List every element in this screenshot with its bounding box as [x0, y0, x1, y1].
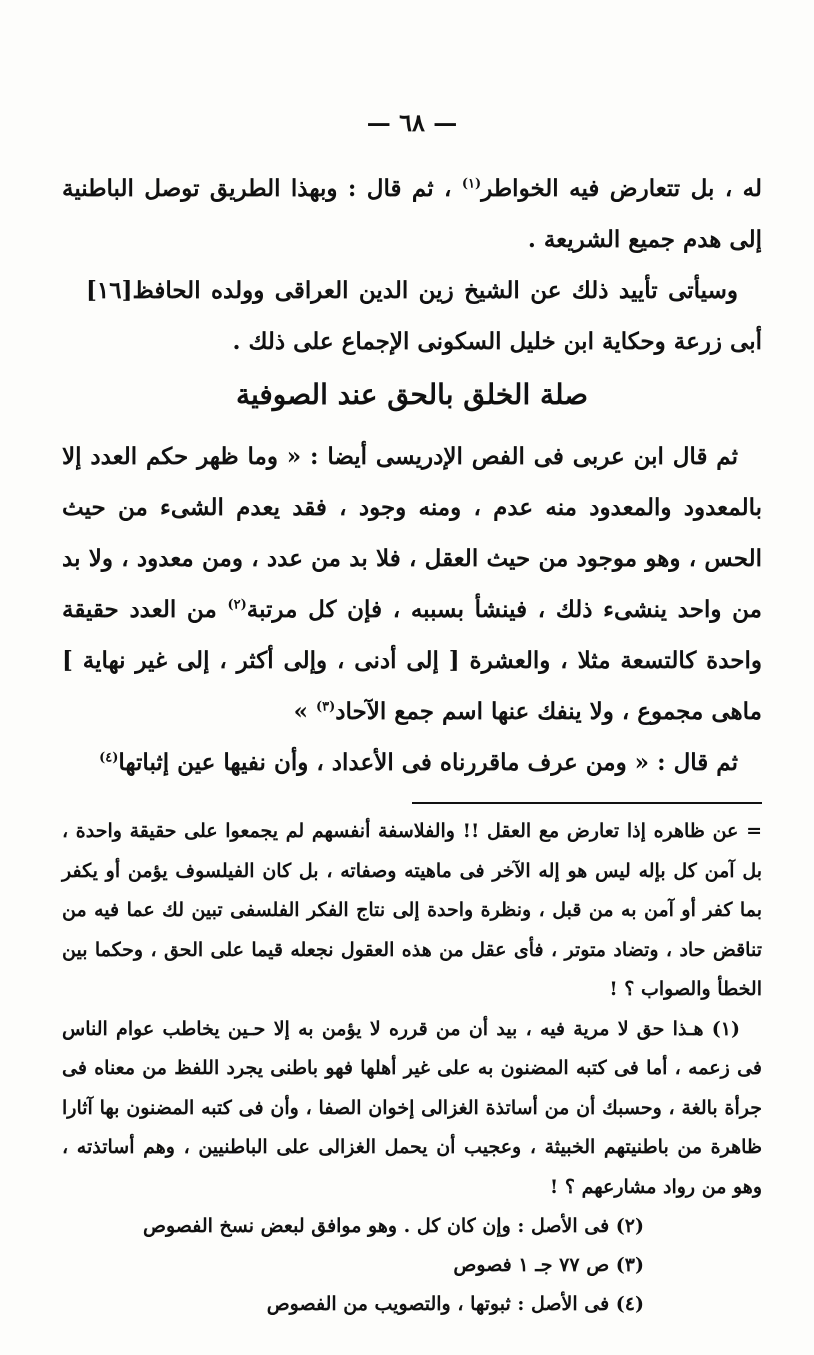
section-heading: صلة الخلق بالحق عند الصوفية: [235, 378, 589, 411]
page-number: — ٦٨ —: [366, 108, 458, 137]
paragraph-4-text: ثم قال : « ومن عرف ماقررناه فى الأعداد ، وأن نفيها عين إثباتها: [118, 749, 738, 776]
footnote-divider: [412, 802, 762, 804]
footnote-2: (٢) فى الأصل : وإن كان كل . وهو موافق لبعض نسخ الفصوص: [142, 1215, 644, 1237]
paragraph-3-quote-end: »: [293, 698, 308, 725]
footnote-3: (٣) ص ٧٧ جـ ١ فصوص: [453, 1254, 644, 1276]
paragraph-4: [62, 737, 762, 788]
paragraph-1: [62, 163, 762, 265]
footnote-continuation: = عن ظاهره إذا تعارض مع العقل !! والفلاسفة أنفسهم لم يجمعوا على حقيقة واحدة ، بل آمن كل بإله ليس هو إله الآخر فى ماهيته وصفاته ، بل كان الفيلسوف يؤمن أو يكفر بما كفر أو آمن به من قبل ، ونظرة واحدة إلى نتاج الفكر الفلسفى تبين لك عما فيه من تناقض حاد ، وتضاد متوتر ، فأى عقل من هذه العقول نجعله قيما على الحق ، وحكما بين الخطأ والصواب ؟ !: [62, 820, 762, 1000]
footnote-1: (١) هـذا حق لا مرية فيه ، بيد أن من قرره لا يؤمن به إلا حـين يخاطب عوام الناس فى زعمه ، أما فى كتبه المضنون به على غير أهلها فهو باطنى يجرد اللفظ من معناه فى جرأة بالغة ، وحسبك أن من أساتذة الغزالى إخوان الصفا ، وأن فى كتبه المضنون بها آثارا ظاهرة من باطنيتهم الخبيثة ، وعجيب أن يحمل الغزالى على الباطنيين ، وهم أساتذته ، وهو من رواد مشارعهم ؟ !: [62, 1017, 762, 1198]
footnote-ref-1[interactable]: (١): [461, 176, 482, 192]
footnote-4: (٤) فى الأصل : ثبوتها ، والتصويب من الفصوص: [266, 1293, 644, 1315]
margin-reference-marker: [١٦]: [86, 277, 133, 304]
paragraph-1-text: له ، بل تتعارض فيه الخواطر: [481, 175, 762, 202]
paragraph-2: [62, 265, 762, 367]
paragraph-3-text-b: من العدد حقيقة واحدة كالتسعة مثلا ، والعشرة [ إلى أدنى ، وإلى أكثر ، إلى غير نهاية ] ماهى مجموع ، ولا ينفك عنها اسم جمع الآحاد: [62, 596, 762, 725]
paragraph-2-text: وسيأتى تأييد ذلك عن الشيخ زين الدين العراقى وولده الحافظ أبى زرعة وحكاية ابن خليل السكونى الإجماع على ذلك .: [132, 277, 762, 355]
footnote-ref-4[interactable]: (٤): [99, 750, 119, 766]
footnote-ref-2[interactable]: (٢): [227, 597, 247, 613]
paragraph-3-text: ثم قال ابن عربى فى الفص الإدريسى أيضا : « وما ظهر حكم العدد إلا بالمعدود والمعدود منه عدم ، ومنه وجود ، فقد يعدم الشىء من حيث الحس ، وهو موجود من حيث العقل ، فلا بد من عدد ، ومن معدود ، ولا بد من واحد ينشىء ذلك ، فينشأ بسببه ، فإن كل مرتبة: [62, 443, 762, 623]
paragraph-1-text-b: ، ثم قال : وبهذا الطريق توصل الباطنية إلى هدم جميع الشريعة .: [62, 175, 762, 253]
footnote-ref-3[interactable]: (٣): [315, 699, 336, 715]
paragraph-3: [62, 431, 762, 737]
